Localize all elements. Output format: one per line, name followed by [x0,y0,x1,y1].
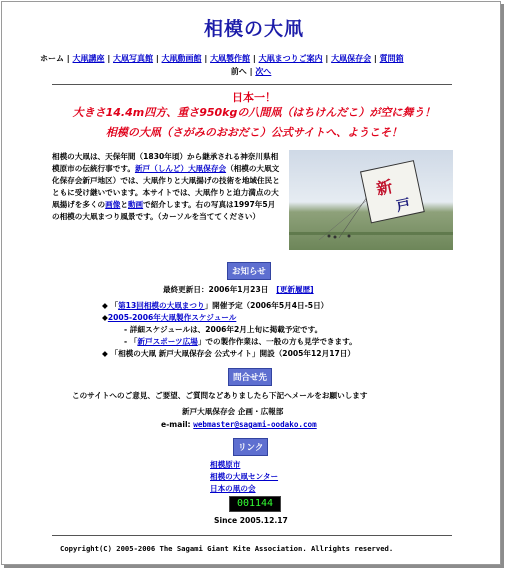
nav-preservation-society[interactable]: 大凧保存会 [331,54,372,63]
link-japan-kite-assoc[interactable]: 日本の凧の会 [210,484,256,493]
nav-faq[interactable]: 質問箱 [379,54,404,63]
news-item: - 詳細スケジュールは、2006年2月上旬に掲載予定です。 [124,325,323,334]
links-list [210,459,278,495]
main-nav: ホーム | 大凧講座 | 大凧写真館 | 大凧動画館 | 大凧製作館 | 大凧まつりご案内 | 大凧保存会 | 質問箱 前へ | 次へ [40,54,404,76]
nav-home[interactable]: ホーム [40,54,64,63]
contact-email: e-mail: webmaster@sagami-oodako.com [161,420,317,429]
news-list [102,300,502,360]
contact-text: このサイトへのご意見、ご要望、ご質問などありましたら下記へメールをお願いします [72,391,368,400]
nav-photo-gallery[interactable]: 大凧写真館 [113,54,154,63]
links-heading: リンク [233,438,268,456]
headline-3: 相模の大凧（さがみのおおだこ）公式サイトへ、ようこそ！ [105,126,403,139]
nav-next[interactable]: 次へ [255,67,272,76]
email-link[interactable]: webmaster@sagami-oodako.com [193,420,317,429]
news-item: - 「新戸スポーツ広場」での製作作業は、一般の方も見学できます。 [124,337,357,346]
headline-2: 大きさ14.4m四方、重さ950kgの八間凧（はちけんだこ）が空に舞う！ [72,106,436,119]
link-sagamihara-city[interactable]: 相模原市 [210,460,241,469]
nav-making[interactable]: 大凧製作館 [210,54,251,63]
festival-13-link[interactable]: 第13回相模の大凧まつり [118,301,205,310]
update-history-link[interactable]: [更新履歴] [276,285,314,294]
nav-prev: 前へ [230,67,247,76]
news-item: ◆2005-2006年大凧製作スケジュール [102,313,237,322]
svg-text:新: 新 [374,176,395,199]
intro-text: 相模の大凧は、天保年間（1830年頃）から継承される神奈川県相模原市の伝統行事です。新戸（しんど）大凧保存会（相模の大凧文化保存会新戸地区）では、大凧作りと大凧揚げの技術を地域住民とともに受け継いでいます。本サイトでは、大凧作りと迫力満点の大凧揚げを多くの画像と動画で紹介します。右の写真は1997年5月の相模の大凧まつり風景です。（カーソルを当ててください） [52,152,280,221]
nav-festival-guide[interactable]: 大凧まつりご案内 [258,54,323,63]
svg-text:戸: 戸 [395,196,413,216]
nav-kite-lecture[interactable]: 大凧講座 [72,54,105,63]
photo-link[interactable]: 画像 [105,200,121,209]
since-date: Since 2005.12.17 [214,516,288,525]
divider-top [52,84,452,85]
schedule-link[interactable]: 2005-2006年大凧製作スケジュール [107,313,237,322]
link-kite-center[interactable]: 相模の大凧センター [210,472,279,481]
site-title: 相模の大凧 [203,18,304,40]
shinto-society-link[interactable]: 新戸（しんど）大凧保存会 [134,164,227,173]
contact-org: 新戸大凧保存会 企画・広報部 [182,407,284,416]
contact-heading: 問合せ先 [228,368,272,386]
festival-photo[interactable] [289,150,453,250]
divider-bottom [52,535,452,536]
nav-video-gallery[interactable]: 大凧動画館 [161,54,202,63]
video-link[interactable]: 動画 [127,200,144,209]
news-heading: お知らせ [227,262,271,280]
news-item: ◆ 「第13回相模の大凧まつり」開催予定（2006年5月4日-5日） [102,301,329,310]
sports-plaza-link[interactable]: 新戸スポーツ広場 [137,337,198,346]
footer-copyright: Copyright(C) 2005-2006 The Sagami Giant Kite Association. Allrights reserved. [60,544,394,553]
last-updated: 最終更新日：2006年1月23日 [更新履歴] [163,285,314,294]
headline-1: 日本一！ [232,91,276,104]
visitor-counter: 001144 [229,496,281,512]
news-item: ◆ 「相模の大凧 新戸大凧保存会 公式サイト」開設（2005年12月17日） [102,349,355,358]
kite-photo-image [289,150,453,250]
